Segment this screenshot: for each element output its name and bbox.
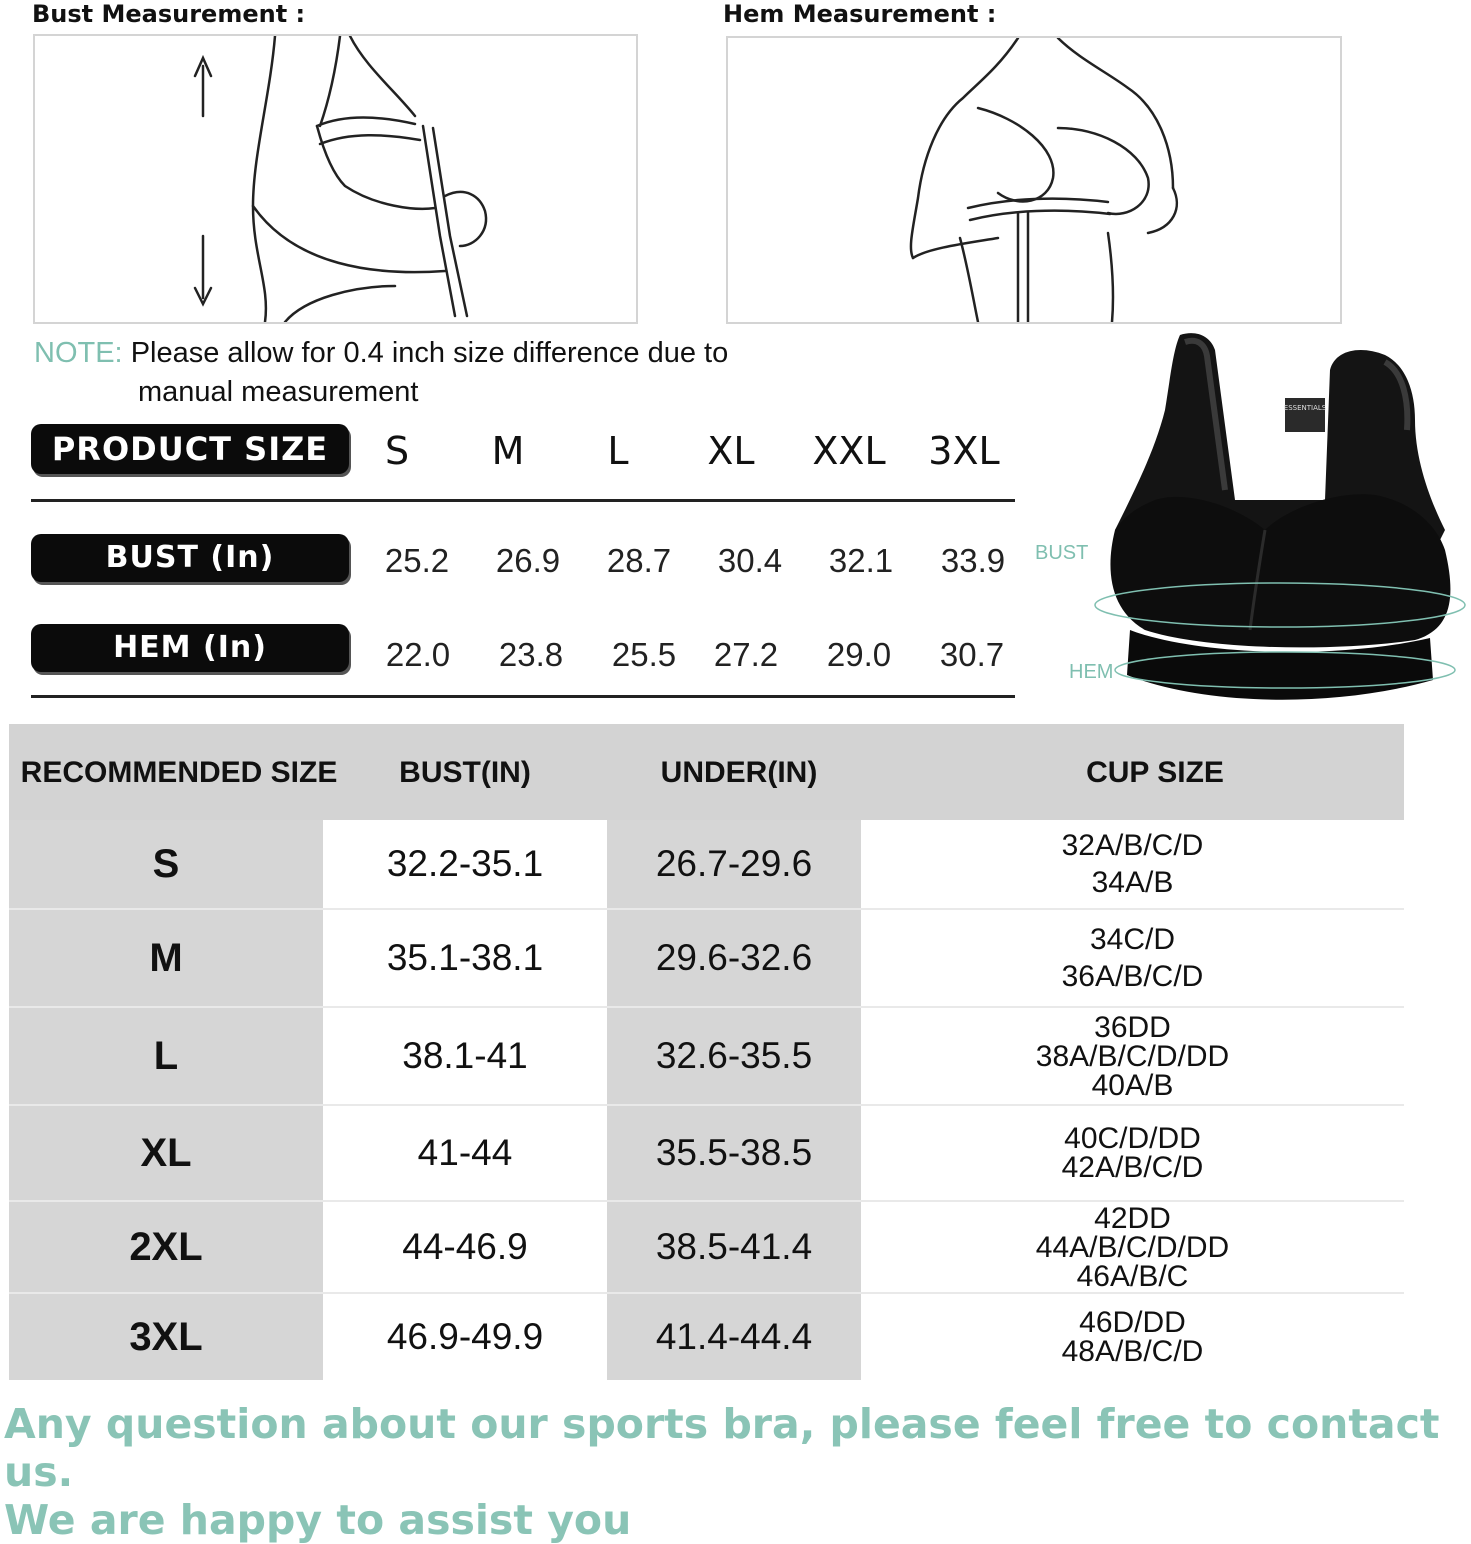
table-row [9,1294,1404,1380]
size-header-s: S [384,429,410,473]
row-bust: 35.1-38.1 [323,910,607,1006]
cup-line: 32A/B/C/D [1061,829,1204,862]
hem-measurement-title: Hem Measurement : [723,0,997,28]
header-recommended-size: RECOMMENDED SIZE [20,755,338,789]
contact-line-2: We are happy to assist you [4,1496,632,1544]
row-bust: 41-44 [323,1106,607,1200]
image-bust-label: BUST [1035,542,1089,564]
row-bust: 32.2-35.1 [323,820,607,908]
bust-value-m: 26.9 [495,542,561,579]
note-label: NOTE: [34,337,123,369]
size-header-m: M [491,429,525,473]
row-size: L [9,1008,323,1104]
sports-bra-icon [1085,330,1471,715]
row-size: M [9,910,323,1006]
cup-line: 46D/DD [1079,1306,1186,1339]
bust-value-s: 25.2 [384,542,450,579]
divider-bottom [31,695,1015,698]
row-under: 41.4-44.4 [607,1294,861,1380]
bust-measure-drawing-icon [35,36,636,322]
bust-value-xl: 30.4 [717,542,783,579]
cup-line: 42A/B/C/D [1061,1151,1204,1184]
table-row [9,910,1404,1006]
cup-line: 40C/D/DD [1064,1122,1201,1155]
row-cup [861,1008,1404,1104]
size-header-l: L [607,429,629,473]
row-bust: 44-46.9 [323,1202,607,1292]
note-line-2: manual measurement [138,376,419,408]
bust-value-3xl: 33.9 [940,542,1006,579]
hem-value-m: 23.8 [498,636,564,673]
cup-line: 36DD [1094,1010,1171,1044]
note-line-1: Please allow for 0.4 inch size difference due to [130,337,729,369]
cup-line: 44A/B/C/D/DD [1035,1230,1230,1264]
cup-line: 34A/B [1091,866,1174,899]
row-under: 35.5-38.5 [607,1106,861,1200]
row-size: 2XL [9,1202,323,1292]
note-text [34,334,854,412]
row-size: 3XL [9,1294,323,1380]
cup-line: 38A/B/C/D/DD [1035,1039,1230,1073]
row-under: 29.6-32.6 [607,910,861,1006]
row-cup [861,820,1404,908]
hem-value-xxl: 29.0 [826,636,892,673]
hem-value-xl: 27.2 [713,636,779,673]
hem-measure-drawing-icon [728,38,1340,322]
contact-message [4,1400,1464,1544]
product-size-label: PRODUCT SIZE [31,424,349,474]
row-under: 26.7-29.6 [607,820,861,908]
size-header-3xl: 3XL [928,429,1000,473]
hem-measurement-illustration [726,36,1342,324]
hem-value-l: 25.5 [611,636,677,673]
cup-line: 46A/B/C [1076,1259,1189,1293]
header-under: UNDER(IN) [660,755,818,789]
bust-measurement-title: Bust Measurement : [32,0,306,28]
row-cup [861,1106,1404,1200]
cup-line: 40A/B [1091,1068,1174,1102]
contact-line-1: Any question about our sports bra, please feel free to contact us. [4,1400,1440,1496]
hem-value-s: 22.0 [385,636,451,673]
hem-in-label: HEM (In) [31,624,349,672]
row-under: 32.6-35.5 [607,1008,861,1104]
bust-measurement-illustration [33,34,638,324]
size-header-xl: XL [707,429,755,473]
row-cup [861,1294,1404,1380]
header-bust: BUST(IN) [399,755,531,789]
bust-value-xxl: 32.1 [828,542,894,579]
sports-bra-image [1085,330,1471,715]
divider-top [31,499,1015,502]
cup-line: 34C/D [1089,923,1176,956]
hem-value-3xl: 30.7 [939,636,1005,673]
size-header-xxl: XXL [812,429,886,473]
row-under: 38.5-41.4 [607,1202,861,1292]
cup-line: 48A/B/C/D [1061,1335,1204,1368]
cup-line: 42DD [1094,1201,1171,1235]
row-cup [861,1202,1404,1292]
bust-value-l: 28.7 [606,542,672,579]
row-cup [861,910,1404,1006]
table-row [9,1202,1404,1292]
table-row [9,1106,1404,1200]
cup-line: 36A/B/C/D [1061,960,1204,993]
bra-tag-text: ESSENTIALS [1283,404,1327,412]
bust-in-label: BUST (In) [31,534,349,582]
table-row [9,1008,1404,1104]
table-row [9,820,1404,908]
header-cup-size: CUP SIZE [1086,755,1224,789]
table-header [9,724,1404,820]
image-hem-label: HEM [1069,661,1114,683]
row-size: XL [9,1106,323,1200]
row-bust: 38.1-41 [323,1008,607,1104]
row-size: S [9,820,323,908]
row-bust: 46.9-49.9 [323,1294,607,1380]
